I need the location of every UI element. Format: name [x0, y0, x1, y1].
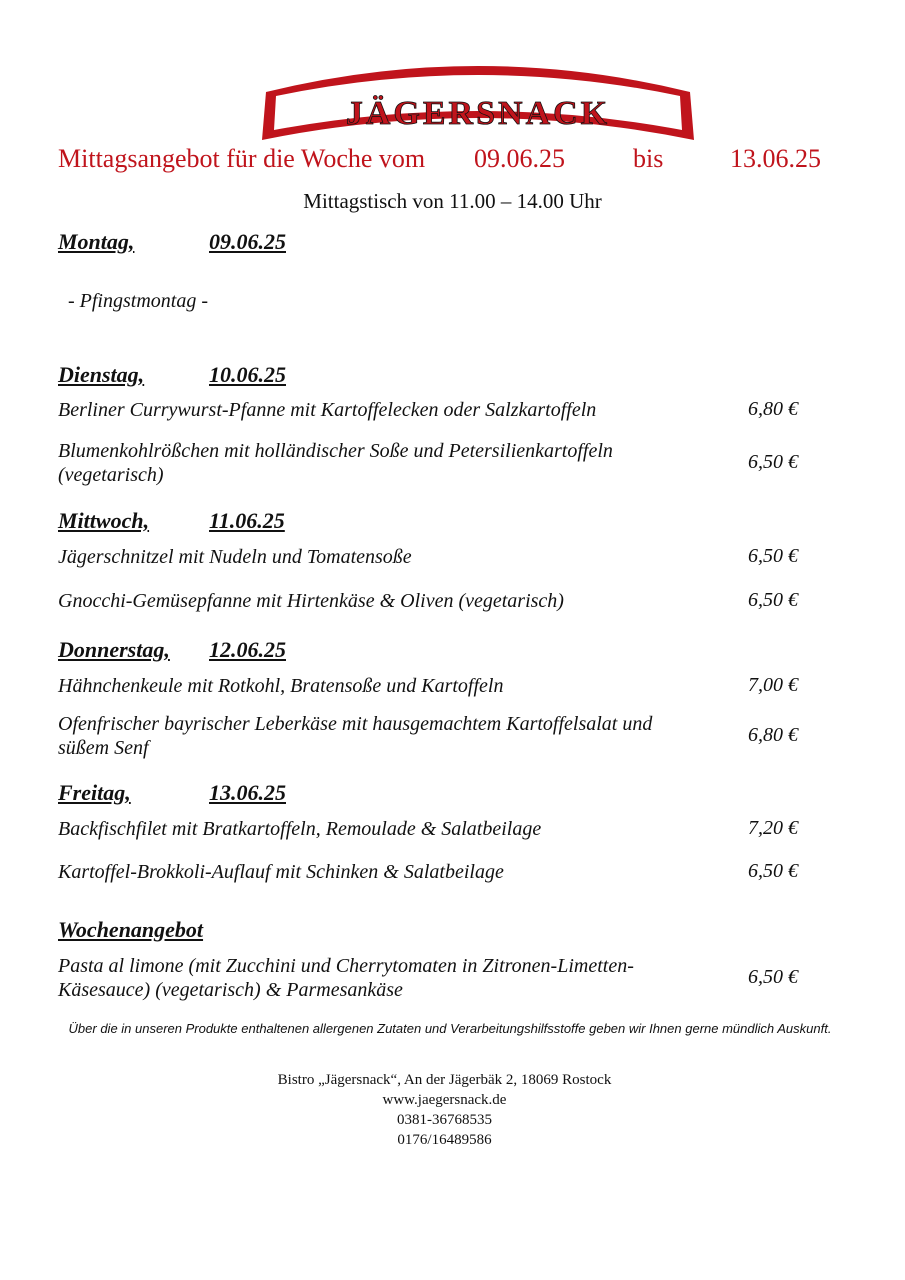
allergen-note: Über die in unseren Produkte enthaltenen allergenen Zutaten und Verarbeitungshilfsstoffe geben wir Ihnen gerne mündlich Auskunft. — [68, 1021, 832, 1036]
footer-mobile: 0176/16489586 — [397, 1132, 492, 1148]
dish-name-line2: (vegetarisch) — [58, 464, 164, 486]
footer-website: www.jaegersnack.de — [382, 1092, 507, 1108]
dish-name-line2: süßem Senf — [58, 737, 149, 759]
day-name-freitag: Freitag, — [58, 780, 131, 805]
dish-price: 6,50 € — [748, 545, 798, 567]
dish-price: 6,80 € — [748, 724, 798, 746]
dish-name: Hähnchenkeule mit Rotkohl, Bratensoße und Kartoffeln — [58, 675, 504, 697]
day-date-dienstag: 10.06.25 — [209, 362, 286, 387]
jaegersnack-logo — [258, 52, 698, 148]
dish-price: 6,80 € — [748, 398, 798, 420]
weekly-dish-price: 6,50 € — [748, 966, 798, 988]
dish-name: Blumenkohlrößchen mit holländischer Soße und Petersilienkartoffeln — [58, 440, 613, 462]
day-name-mittwoch: Mittwoch, — [58, 508, 150, 533]
holiday-note: - Pfingstmontag - — [68, 290, 208, 312]
day-date-freitag: 13.06.25 — [209, 780, 286, 805]
week-date-from: 09.06.25 — [474, 144, 565, 173]
logo-text: JÄGERSNACK — [345, 95, 611, 132]
dish-price: 7,00 € — [748, 674, 798, 696]
dish-name: Berliner Currywurst-Pfanne mit Kartoffelecken oder Salzkartoffeln — [58, 399, 597, 421]
weekly-dish-name: Pasta al limone (mit Zucchini und Cherrytomaten in Zitronen-Limetten- — [58, 955, 634, 977]
day-date-montag: 09.06.25 — [209, 229, 286, 254]
dish-name: Gnocchi-Gemüsepfanne mit Hirtenkäse & Oliven (vegetarisch) — [58, 590, 564, 612]
dish-price: 7,20 € — [748, 817, 798, 839]
dish-price: 6,50 € — [748, 451, 798, 473]
dish-name: Backfischfilet mit Bratkartoffeln, Remoulade & Salatbeilage — [58, 818, 542, 840]
day-name-dienstag: Dienstag, — [58, 362, 145, 387]
day-date-mittwoch: 11.06.25 — [209, 508, 285, 533]
footer-address: Bistro „Jägersnack“, An der Jägerbäk 2, 18069 Rostock — [277, 1072, 612, 1088]
dish-name: Ofenfrischer bayrischer Leberkäse mit hausgemachtem Kartoffelsalat und — [58, 713, 653, 735]
week-date-to: 13.06.25 — [730, 144, 821, 173]
weekly-offer-title: Wochenangebot — [58, 917, 204, 942]
day-name-donnerstag: Donnerstag, — [58, 637, 170, 662]
opening-hours: Mittagstisch von 11.00 – 14.00 Uhr — [303, 189, 602, 213]
week-bis: bis — [633, 144, 664, 173]
day-name-montag: Montag, — [58, 229, 135, 254]
week-label: Mittagsangebot für die Woche vom — [58, 144, 426, 173]
dish-price: 6,50 € — [748, 860, 798, 882]
footer-phone: 0381-36768535 — [397, 1112, 492, 1128]
weekly-dish-name-line2: Käsesauce) (vegetarisch) & Parmesankäse — [58, 979, 403, 1001]
dish-name: Kartoffel-Brokkoli-Auflauf mit Schinken & Salatbeilage — [58, 861, 504, 883]
dish-name: Jägerschnitzel mit Nudeln und Tomatensoße — [58, 546, 412, 568]
dish-price: 6,50 € — [748, 589, 798, 611]
day-date-donnerstag: 12.06.25 — [209, 637, 286, 662]
